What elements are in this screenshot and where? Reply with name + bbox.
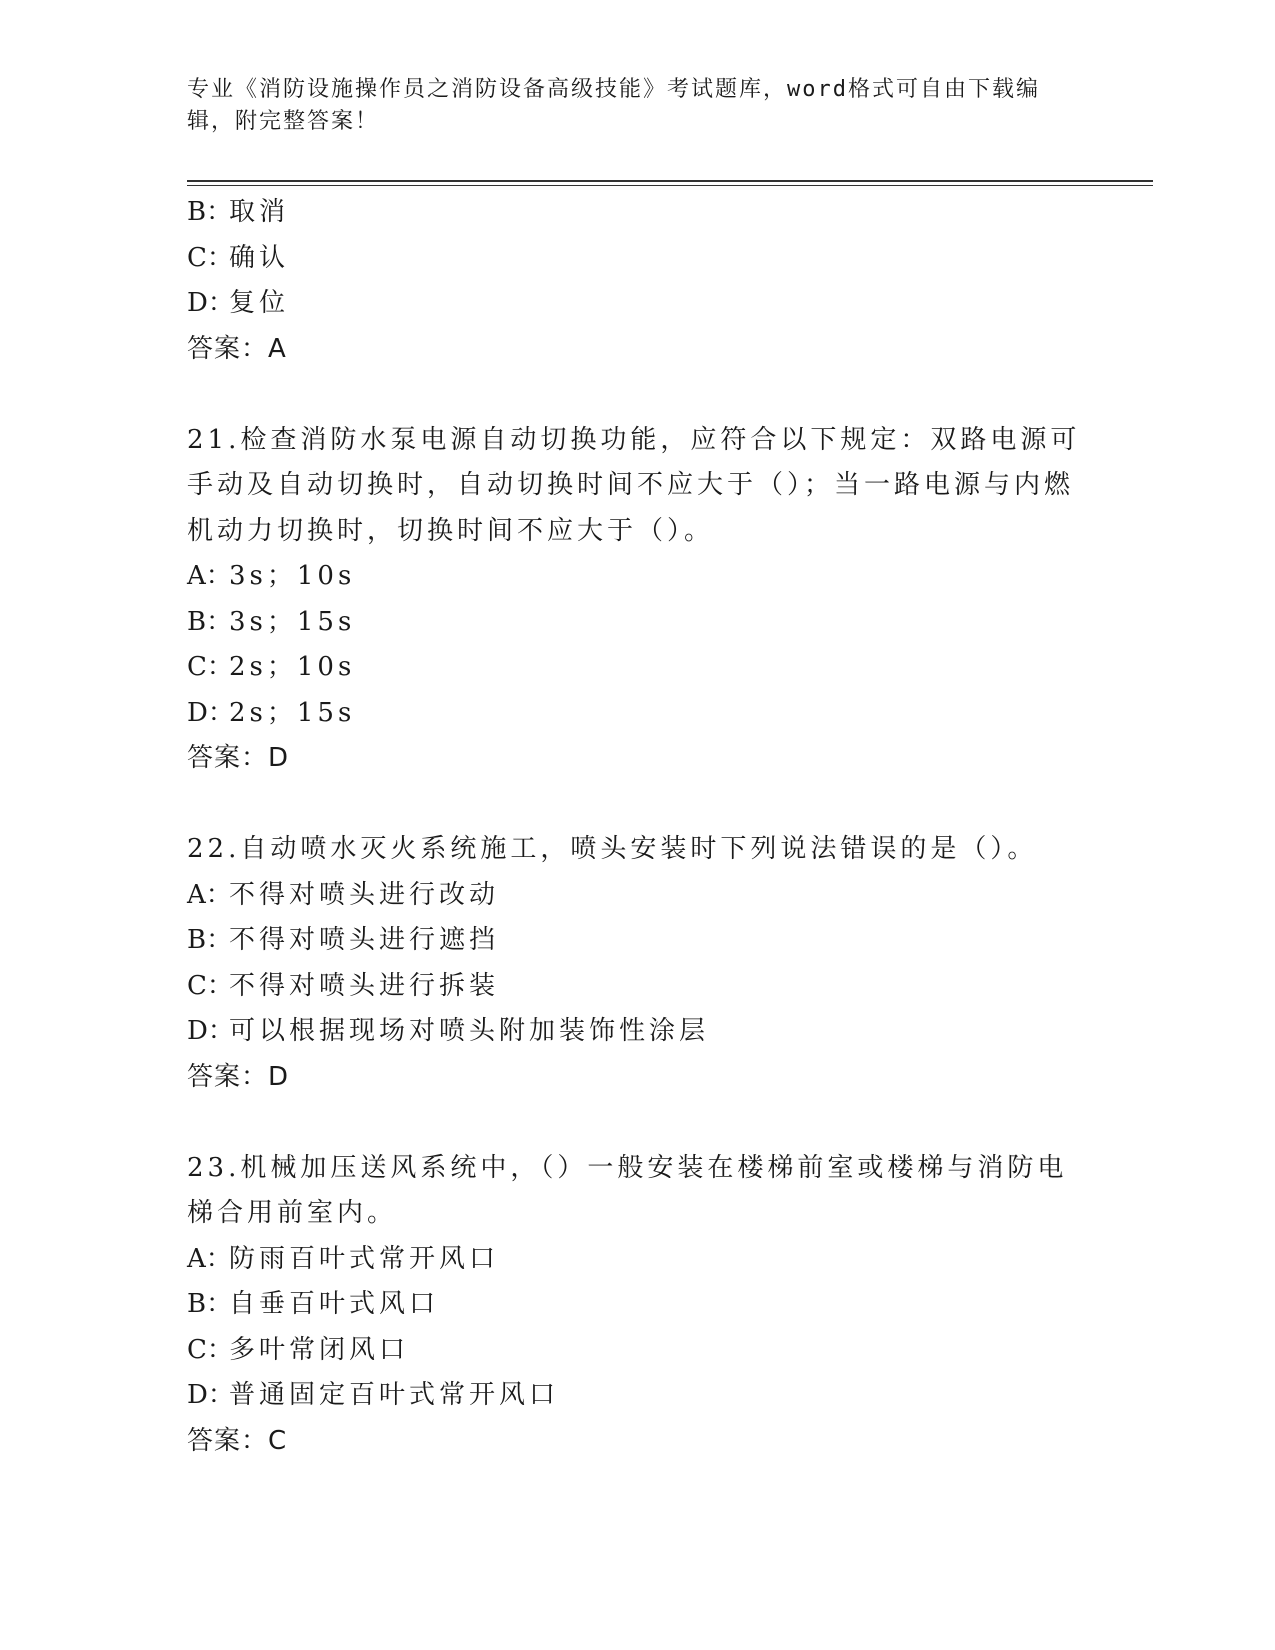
option-c: C：不得对喷头进行拆装 (187, 970, 500, 1001)
question-21 (187, 418, 1087, 782)
option-d: D：可以根据现场对喷头附加装饰性涂层 (187, 1016, 710, 1046)
question-23 (187, 1146, 1087, 1465)
option-b: B：自垂百叶式风口 (187, 1289, 440, 1319)
option-b: B：不得对喷头进行遮挡 (187, 925, 500, 955)
option-d: D：普通固定百叶式常开风口 (187, 1380, 560, 1410)
option-a: A：防雨百叶式常开风口 (187, 1243, 500, 1274)
option-c: C：确认 (187, 242, 290, 273)
option-b: B：3s；15s (187, 606, 356, 637)
option-c: C：2s；10s (187, 652, 356, 682)
answer-line: 答案：D (187, 743, 290, 773)
partial-question-20 (187, 190, 1087, 372)
option-d: D：2s；15s (187, 697, 356, 728)
document-header: 专业《消防设施操作员之消防设备高级技能》考试题库，word格式可自由下载编辑，附完整答案！ (187, 77, 1040, 134)
option-d: D：复位 (187, 288, 290, 318)
option-c: C：多叶常闭风口 (187, 1334, 410, 1365)
question-content (187, 190, 1087, 1464)
answer-line: 答案：A (187, 333, 287, 364)
header-rule-thick (187, 180, 1153, 182)
question-stem: 23.机械加压送风系统中，（）一般安装在楼梯前室或楼梯与消防电梯合用前室内。 (187, 1152, 1068, 1228)
answer-line: 答案：C (187, 1425, 288, 1456)
option-b: B：取消 (187, 197, 290, 227)
option-a: A：3s；10s (187, 561, 356, 591)
question-22 (187, 827, 1087, 1100)
question-stem: 22.自动喷水灭火系统施工，喷头安装时下列说法错误的是（）。 (187, 834, 1038, 864)
question-stem: 21.检查消防水泵电源自动切换功能，应符合以下规定：双路电源可手动及自动切换时，自动切换时间不应大于（）；当一路电源与内燃机动力切换时，切换时间不应大于（）。 (187, 424, 1081, 546)
option-a: A：不得对喷头进行改动 (187, 879, 500, 910)
answer-line: 答案：D (187, 1061, 290, 1092)
header-rule-thin (187, 185, 1153, 186)
